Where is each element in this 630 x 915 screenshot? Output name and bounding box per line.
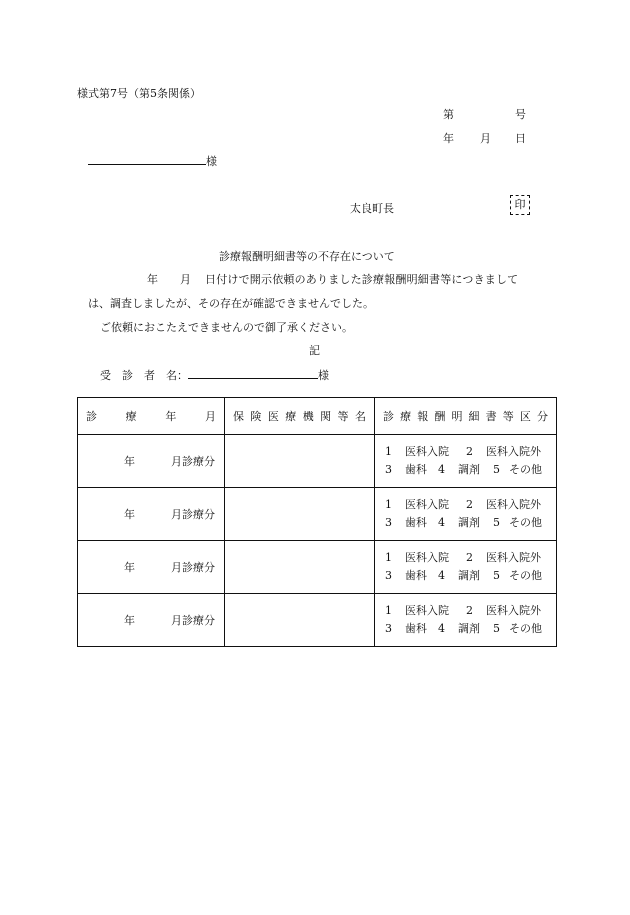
cell-date[interactable]: 年 月診療分 xyxy=(78,541,225,594)
option-line-2: 3 歯科 4 調剤 5 その他 xyxy=(385,463,542,476)
cell-institution[interactable] xyxy=(225,541,375,594)
patient-label: 受 診 者 名： xyxy=(100,369,188,382)
header-hoken-iryokikan: 保 険 医 療 機 関 等 名 xyxy=(225,398,375,435)
cell-date[interactable]: 年 月診療分 xyxy=(78,488,225,541)
recipient-suffix: 様 xyxy=(206,155,217,168)
recipient-line xyxy=(88,152,217,169)
patient-blank[interactable] xyxy=(188,366,318,379)
option-line-2: 3 歯科 4 調剤 5 その他 xyxy=(385,516,542,529)
patient-suffix: 様 xyxy=(318,369,329,382)
table-row xyxy=(78,435,557,488)
cell-category[interactable] xyxy=(375,435,557,488)
document-title: 診療報酬明細書等の不存在について xyxy=(219,250,395,263)
table-row xyxy=(78,594,557,647)
cell-date[interactable]: 年 月診療分 xyxy=(78,594,225,647)
table-row xyxy=(78,541,557,594)
cell-category[interactable] xyxy=(375,541,557,594)
header-dai: 第 xyxy=(443,108,454,121)
option-line-2: 3 歯科 4 調剤 5 その他 xyxy=(385,569,542,582)
ki-heading: 記 xyxy=(309,344,320,357)
records-table xyxy=(77,397,557,647)
cell-category[interactable] xyxy=(375,594,557,647)
header-year: 年 xyxy=(443,132,454,145)
header-shinryo-nengetsu: 診 療 年 月 xyxy=(78,398,225,435)
option-line-2: 3 歯科 4 調剤 5 その他 xyxy=(385,622,542,635)
table-row xyxy=(78,488,557,541)
patient-line xyxy=(100,366,329,383)
option-line-1: 1 医科入院 2 医科入院外 xyxy=(385,445,541,458)
body-line2: は、調査しましたが、その存在が確認できませんでした。 xyxy=(88,297,374,310)
body-year: 年 xyxy=(147,273,158,286)
header-meisaisho-kubun: 診 療 報 酬 明 細 書 等 区 分 xyxy=(375,398,557,435)
seal-stamp: 印 xyxy=(510,195,530,215)
form-number: 様式第7号（第5条関係） xyxy=(77,87,201,100)
option-line-1: 1 医科入院 2 医科入院外 xyxy=(385,604,541,617)
body-line1: 日付けで開示依頼のありました診療報酬明細書等につきまして xyxy=(205,273,519,286)
cell-institution[interactable] xyxy=(225,435,375,488)
recipient-blank[interactable] xyxy=(88,152,206,165)
cell-date[interactable]: 年 月診療分 xyxy=(78,435,225,488)
body-line3: ご依頼におこたえできませんので御了承ください。 xyxy=(100,321,353,334)
header-day: 日 xyxy=(515,132,526,145)
header-go: 号 xyxy=(515,108,526,121)
option-line-1: 1 医科入院 2 医科入院外 xyxy=(385,551,541,564)
cell-institution[interactable] xyxy=(225,488,375,541)
header-month: 月 xyxy=(480,132,491,145)
option-line-1: 1 医科入院 2 医科入院外 xyxy=(385,498,541,511)
body-month: 月 xyxy=(180,273,191,286)
cell-category[interactable] xyxy=(375,488,557,541)
table-header-row xyxy=(78,398,557,435)
issuer-name: 太良町長 xyxy=(350,202,394,215)
cell-institution[interactable] xyxy=(225,594,375,647)
